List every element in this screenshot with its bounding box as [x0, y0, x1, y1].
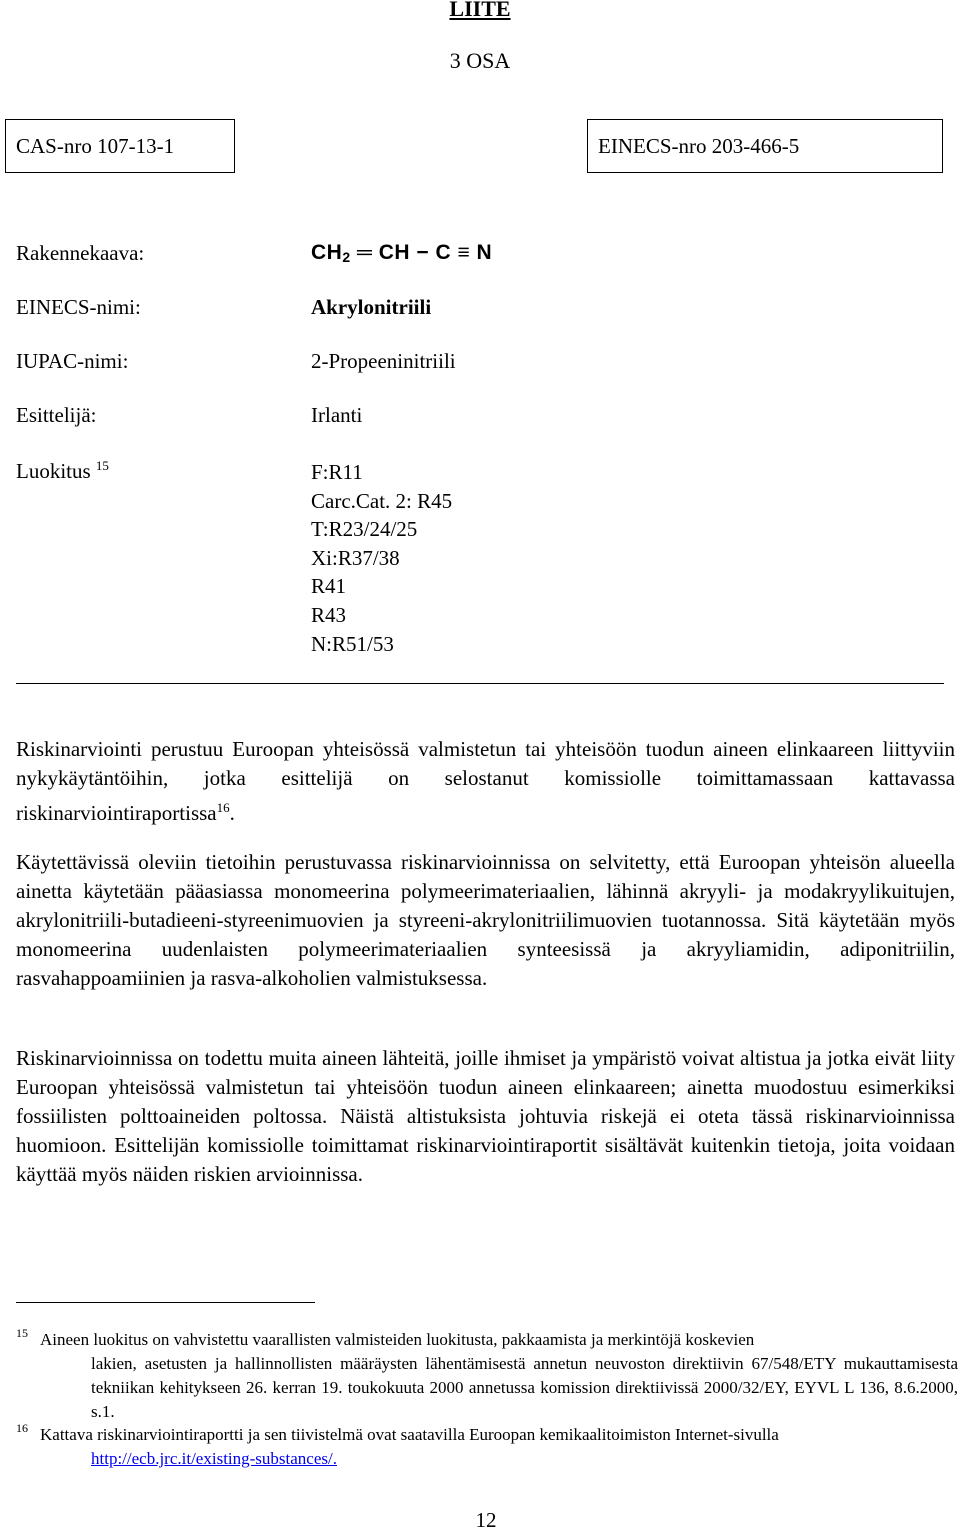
structure-formula: $CH_2$ ═ CH − C ≡ N [311, 241, 493, 265]
classification-item: Carc.Cat. 2: R45 [311, 488, 453, 513]
ecb-link[interactable]: http://ecb.jrc.it/existing-substances/. [91, 1449, 337, 1468]
rapporteur-label: Esittelijä: [16, 403, 97, 427]
iupac-name-label: IUPAC-nimi: [16, 349, 129, 373]
rapporteur: Irlanti [311, 403, 363, 427]
paragraph-other-sources: Riskinarvioinnissa on todettu muita aineen lähteitä, joille ihmiset ja ympäristö voivat altistua ja jotka eivät liity Euroopan yhteisössä valmistetun tai yhteisöön tuodun aineen elinkaareen; ainetta muodostuu esimerkiksi fossiilisten polttoaineiden poltossa. Näistä altistuksista johtuvia riskejä ei oteta tässä riskinarvioinnissa huomioon. Esittelijän komissiolle toimittamat riskinarviointiraportit sisältävät kuitenkin tietoja, joita voidaan käyttää myös näiden riskien arvioinnissa. [16, 1046, 955, 1186]
footnote-15: 15 Aineen luokitus on vahvistettu vaarallisten valmisteiden luokitusta, pakkaamista ja merkintöjä koskevien lakien, asetusten ja hallinnollisten määräysten lähentämisestä annetun neuvoston direktiivin 67/548/ETY mukauttamisesta tekniikan kehitykseen 26. kerran 19. toukokuuta 2000 annetussa komission direktiivissä 2000/32/EY, EYVL L 136, 8.6.2000, s.1. [16, 1328, 958, 1424]
page-title: LIITE [449, 0, 511, 21]
classification-item: R41 [311, 574, 347, 599]
classification-item: T:R23/24/25 [311, 517, 418, 542]
iupac-name: 2-Propeeninitriili [311, 349, 456, 373]
part-heading: 3 OSA [449, 48, 511, 73]
paragraph-risk-assessment-basis: Riskinarviointi perustuu Euroopan yhteisössä valmistetun tai yhteisöön tuodun aineen elinkaareen liittyviin nykykäytäntöihin, jotka esittelijä on selostanut komissiolle toimittamassaan kattavassa riskinarviointiraportissa$^{16}$. [16, 737, 955, 825]
structure-label: Rakennekaava: [16, 241, 145, 265]
einecs-name-label: EINECS-nimi: [16, 295, 141, 319]
paragraph-uses: Käytettävissä oleviin tietoihin perustuvassa riskinarvioinnissa on selvitetty, että Euroopan yhteisön alueella ainetta käytetään pääasiassa monomeerina polymeerimateriaalien, lähinnä akryyli- ja modakryylikuitujen, akrylonitriili-butadieeni-styreenimuovien ja styreeni-akrylonitriilimuovien tuotannossa. Sitä käytetään myös monomeerina uudenlaisten polymeerimateriaalien synteesissä ja akryyliamidin, adiponitriilin, rasvahappoamiinien ja rasva-alkoholien valmistuksessa. [16, 850, 955, 990]
section-divider [16, 683, 944, 684]
einecs-name: Akrylonitriili [311, 295, 432, 319]
classification-item: Xi:R37/38 [311, 545, 400, 570]
footnote-number: 16 [16, 1421, 28, 1435]
classification-item: N:R51/53 [311, 631, 394, 656]
classification-label: Luokitus $^{15}$ [16, 458, 109, 483]
classification-list [311, 458, 452, 658]
einecs-number-box: EINECS-nro 203-466-5 [587, 119, 943, 173]
footnote-separator [16, 1302, 315, 1303]
footnote-16: 16 Kattava riskinarviointiraportti ja sen tiivistelmä ovat saatavilla Euroopan kemikaalitoimiston Internet-sivulla http://ecb.jrc.it/existing-substances/. [16, 1423, 958, 1471]
footnote-ref-16: 16 [216, 800, 230, 815]
cas-number-box: CAS-nro 107-13-1 [5, 119, 235, 173]
classification-item: R43 [311, 602, 347, 627]
page-number: 12 [475, 1508, 497, 1532]
footnote-number: 15 [16, 1326, 28, 1340]
footnote-ref-15: 15 [95, 458, 109, 473]
classification-item: F:R11 [311, 460, 363, 484]
